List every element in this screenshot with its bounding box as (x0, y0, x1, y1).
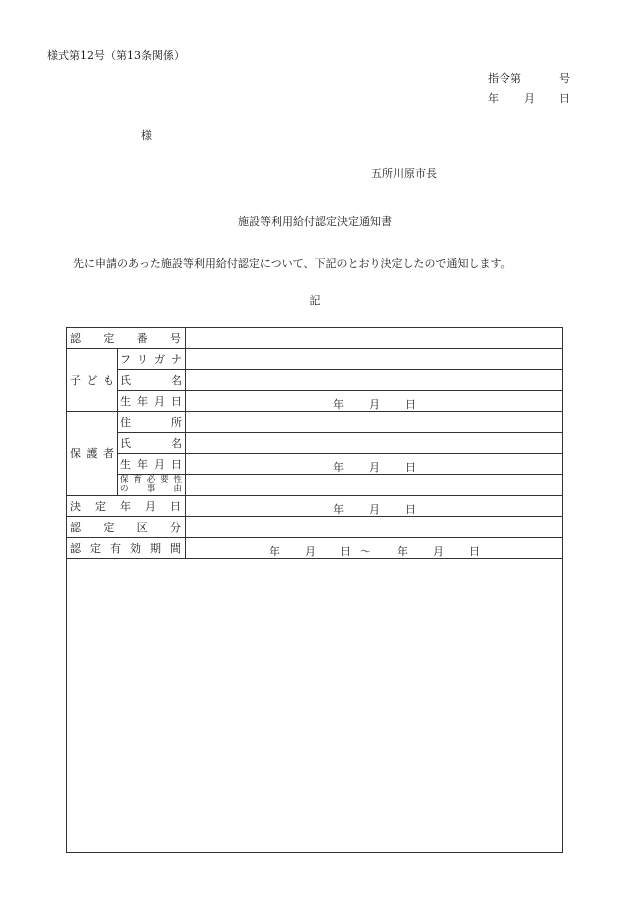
issuer-name: 五所川原市長 (371, 167, 437, 180)
child-birth-label: 生 年 月 日 (120, 395, 182, 408)
child-furigana-label: フ リ ガ ナ (120, 353, 182, 366)
guardian-address-label: 住 所 (120, 416, 182, 429)
ki-heading: 記 (309, 294, 321, 307)
guardian-name-label: 氏 名 (120, 437, 182, 450)
cert-number-label: 認 定 番 号 (70, 332, 181, 345)
issue-year-label: 年 (488, 92, 499, 105)
addressee-honorific: 様 (141, 129, 152, 142)
category-label: 認 定 区 分 (70, 521, 181, 534)
care-necessity-label-line2: の 事 由 (120, 484, 182, 494)
document-title: 施設等利用給付認定決定通知書 (238, 215, 392, 228)
care-necessity-label-line1: 保 育 必 要 性 (120, 475, 182, 485)
guardian-group-label: 保 護 者 (70, 447, 114, 460)
issue-day-label: 日 (559, 92, 570, 105)
form-number: 様式第12号（第13条関係） (47, 49, 185, 62)
child-name-label: 氏 名 (120, 374, 182, 387)
issue-month-label: 月 (524, 92, 535, 105)
validity-period-label: 認 定 有 効 期 間 (70, 542, 181, 555)
child-group-label: 子 ど も (70, 374, 114, 387)
document-body: 先に申請のあった施設等利用給付認定について、下記のとおり決定したので通知します。 (73, 257, 512, 270)
certification-table: 認 定 番 号 子 ど も フ リ ガ ナ 氏 名 生 年 月 日 年 月 日 保 護 者 住 所 氏 名 生 年 月 日 年 月 日 保 育 必 要 性 の 事 由 決 定 年 月 日 年 月 日 認 定 区 分 認 定 有 効 期 間 年 月 日 〜 年 月 日 (66, 327, 563, 853)
ref-suffix: 号 (559, 72, 570, 85)
decision-date-label: 決 定 年 月 日 (70, 500, 181, 513)
ref-prefix: 指令第 (488, 72, 521, 85)
remarks-area (67, 559, 562, 852)
guardian-birth-label: 生 年 月 日 (120, 458, 182, 471)
